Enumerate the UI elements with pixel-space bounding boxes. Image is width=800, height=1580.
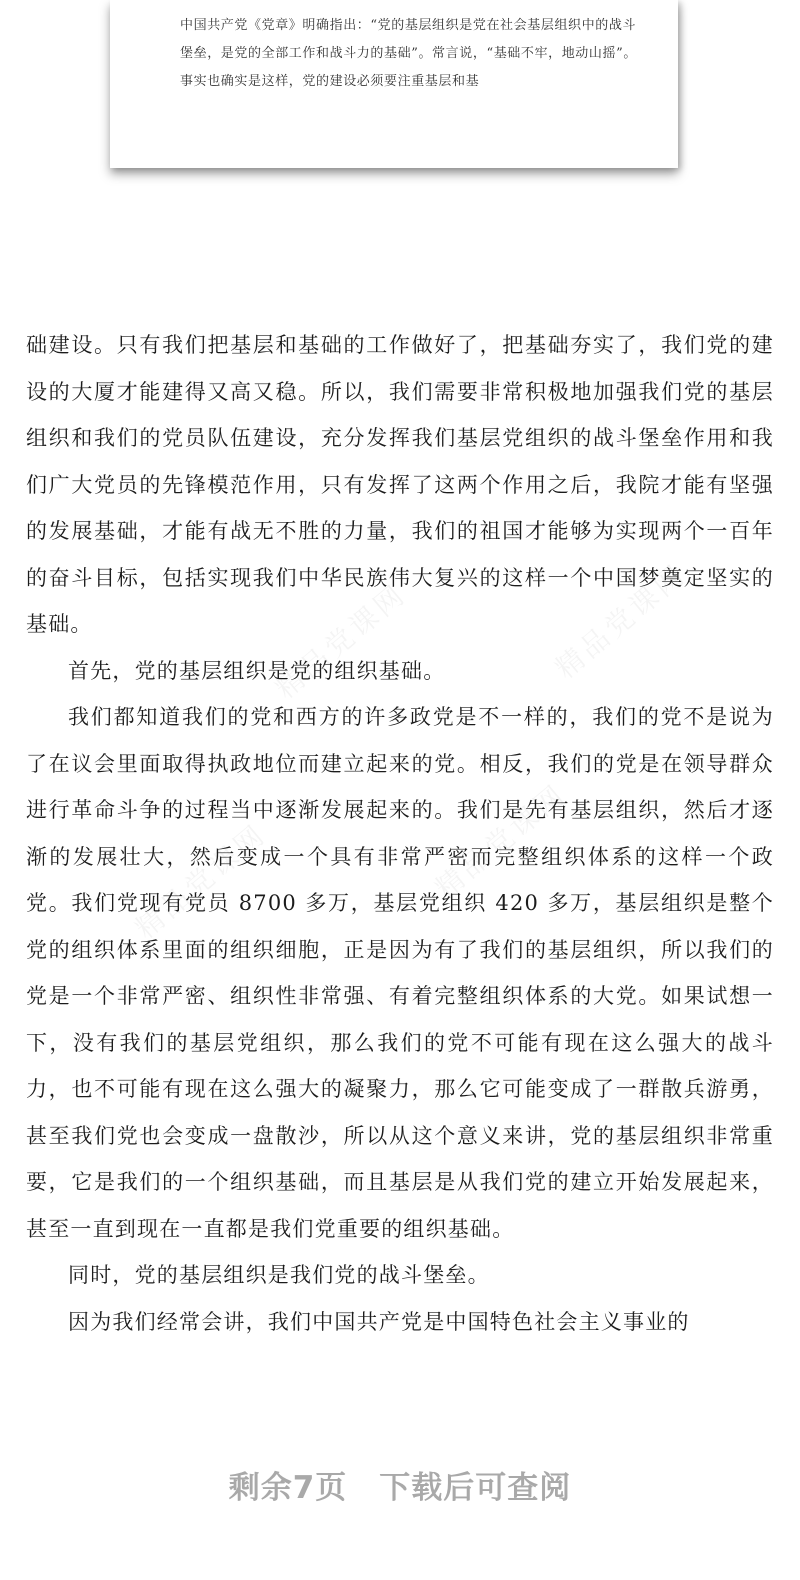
- excerpt-text: 中国共产党《党章》明确指出：“党的基层组织是党在社会基层组织中的战斗堡垒，是党的全部工作和战斗力的基础”。常言说，“基础不牢，地动山摇”。事实也确实是这样，党的建设必须要注重基层和基: [180, 18, 637, 89]
- remaining-pages-label[interactable]: 剩余7页: [228, 1470, 348, 1506]
- excerpt-card: [110, 0, 678, 168]
- paragraph-heading-first: 首先，党的基层组织是党的组织基础。: [68, 658, 446, 683]
- download-prompt[interactable]: [0, 1462, 800, 1507]
- paragraph-heading-second: 同时，党的基层组织是我们党的战斗堡垒。: [68, 1263, 490, 1287]
- download-hint-label[interactable]: 下载后可查阅: [379, 1470, 572, 1506]
- document-body: [26, 322, 774, 1345]
- paragraph-truncated: 因为我们经常会讲，我们中国共产党是中国特色社会主义事业的: [68, 1309, 690, 1334]
- paragraph-continuation: 础建设。只有我们把基层和基础的工作做好了，把基础夯实了，我们党的建设的大厦才能建得又高又稳。所以，我们需要非常积极地加强我们党的基层组织和我们的党员队伍建设，充分发挥我们基层党组织的战斗堡垒作用和我们广大党员的先锋模范作用，只有发挥了这两个作用之后，我院才能有坚强的发展基础，才能有战无不胜的力量，我们的祖国才能够为实现两个一百年的奋斗目标，包括实现我们中华民族伟大复兴的这样一个中国梦奠定坚实的基础。: [26, 333, 774, 636]
- paragraph-organization-basis: 我们都知道我们的党和西方的许多政党是不一样的，我们的党不是说为了在议会里面取得执政地位而建立起来的党。相反，我们的党是在领导群众进行革命斗争的过程当中逐渐发展起来的。我们是先有基层组织，然后才逐渐的发展壮大，然后变成一个具有非常严密而完整组织体系的这样一个政党。我们党现有党员 8700 多万，基层党组织 420 多万，基层组织是整个党的组织体系里面的组织细胞，正是因为有了我们的基层组织，所以我们的党是一个非常严密、组织性非常强、有着完整组织体系的大党。如果试想一下，没有我们的基层党组织，那么我们的党不可能有现在这么强大的战斗力，也不可能有现在这么强大的凝聚力，那么它可能变成了一群散兵游勇，甚至我们党也会变成一盘散沙，所以从这个意义来讲，党的基层组织非常重要，它是我们的一个组织基础，而且基层是从我们党的建立开始发展起来，甚至一直到现在一直都是我们党重要的组织基础。: [26, 705, 774, 1241]
